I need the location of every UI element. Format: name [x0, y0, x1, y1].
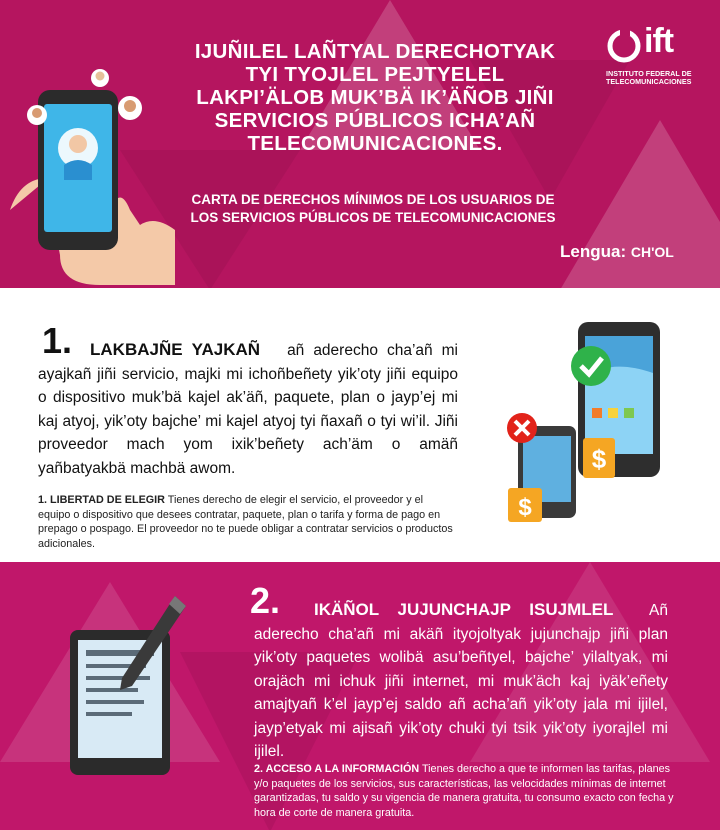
section2-heading: IKÄÑOL JUJUNCHAJP ISUJMLEL	[314, 600, 614, 619]
title-chol: IJUÑILEL LAÑTYAL DERECHOTYAK TYI TYOJLEL PEJTYELEL LAKPI’ÄLOB MUK’BÄ IK’ÄÑOB JIÑI SERVICIOS PÚBLICOS ICHA’AÑ TELECOMUNICACIONES.	[194, 40, 556, 155]
section2-summary-text: Tienes derecho a que te informen las tarifas, planes y/o paquetes de los servicios, sus características, las velocidades mínimas de internet garantizadas, tu saldo y su vigencia de manera gratuita, tu consumo exacto con fecha y hora de corte de manera gratuita.	[254, 763, 674, 819]
language-label: Lengua:	[560, 242, 627, 261]
section2-paragraph	[254, 598, 668, 764]
logo-wordmark: ift	[644, 22, 674, 60]
ift-logo-mark	[606, 24, 644, 64]
section1-paragraph	[38, 338, 458, 480]
language-indicator	[560, 242, 674, 262]
section2-number: 2.	[250, 580, 281, 621]
section1-summary-text: Tienes derecho de elegir el servicio, el proveedor y el equipo o dispositivo que desees contratar, paquete, plan o tarifa y forma de pago en prepago o pospago. El proveedor no te puede obligar a contratar servicios o productos adicionales.	[38, 494, 453, 550]
logo-institute-name: INSTITUTO FEDERAL DE TELECOMUNICACIONES	[606, 69, 692, 86]
section1-heading: LAKBAJÑE YAJKAÑ	[90, 340, 261, 359]
language-value: CH'OL	[630, 244, 674, 260]
section2-body: Añ aderecho cha’añ mi akäñ ityojoltyak jujunchajp jiñi plan yik’oty paquetes wolibä asu’beñtyel, bajche’ yilaltyak, mi orajäch mi ichuk jiñi internet, mi muk’äch kaj iyäk’eñety amajtyañ k’el jayp’ej saldo añ acha’añ yik’oty jala mi ijilel, jayp’etyak mi ajisañ yik’oty chuki tyi tsik yik’oty iyorajlel mi ijilel.	[254, 602, 668, 760]
svg-text:$: $	[591, 444, 607, 474]
section1-body: añ aderecho cha’añ mi ayajkañ jiñi servicio, majki mi ichoñbeñety yik’oty jiñi equipo o dispositivo muk’bä kajel ak’äñ, paquete, plan o jayp’ej mi kaj atyoj, yik’oty bajche’ mi kajel atyoj tyi ñaxañ o tyi wi’il. Jiñi proveedor mach yom ixik’beñety ach’äm o amäñ yañbatyakbä machbä awom.	[38, 342, 458, 477]
section2-summary-label: 2. ACCESO A LA INFORMACIÓN	[254, 763, 420, 775]
section1-summary-label: 1. LIBERTAD DE ELEGIR	[38, 494, 165, 506]
decor-triangle	[560, 120, 720, 288]
tablet-pen-illustration	[60, 590, 200, 790]
header-band	[0, 0, 720, 288]
svg-text:$: $	[518, 494, 532, 521]
section1-summary	[38, 493, 458, 551]
phones-check-cross-illustration	[500, 318, 670, 528]
hand-phone-illustration	[0, 60, 180, 285]
title-spanish: CARTA DE DERECHOS MÍNIMOS DE LOS USUARIOS DE LOS SERVICIOS PÚBLICOS DE TELECOMUNICACIONES	[190, 192, 556, 225]
section1-number: 1.	[42, 320, 73, 361]
section2-summary	[254, 762, 674, 820]
